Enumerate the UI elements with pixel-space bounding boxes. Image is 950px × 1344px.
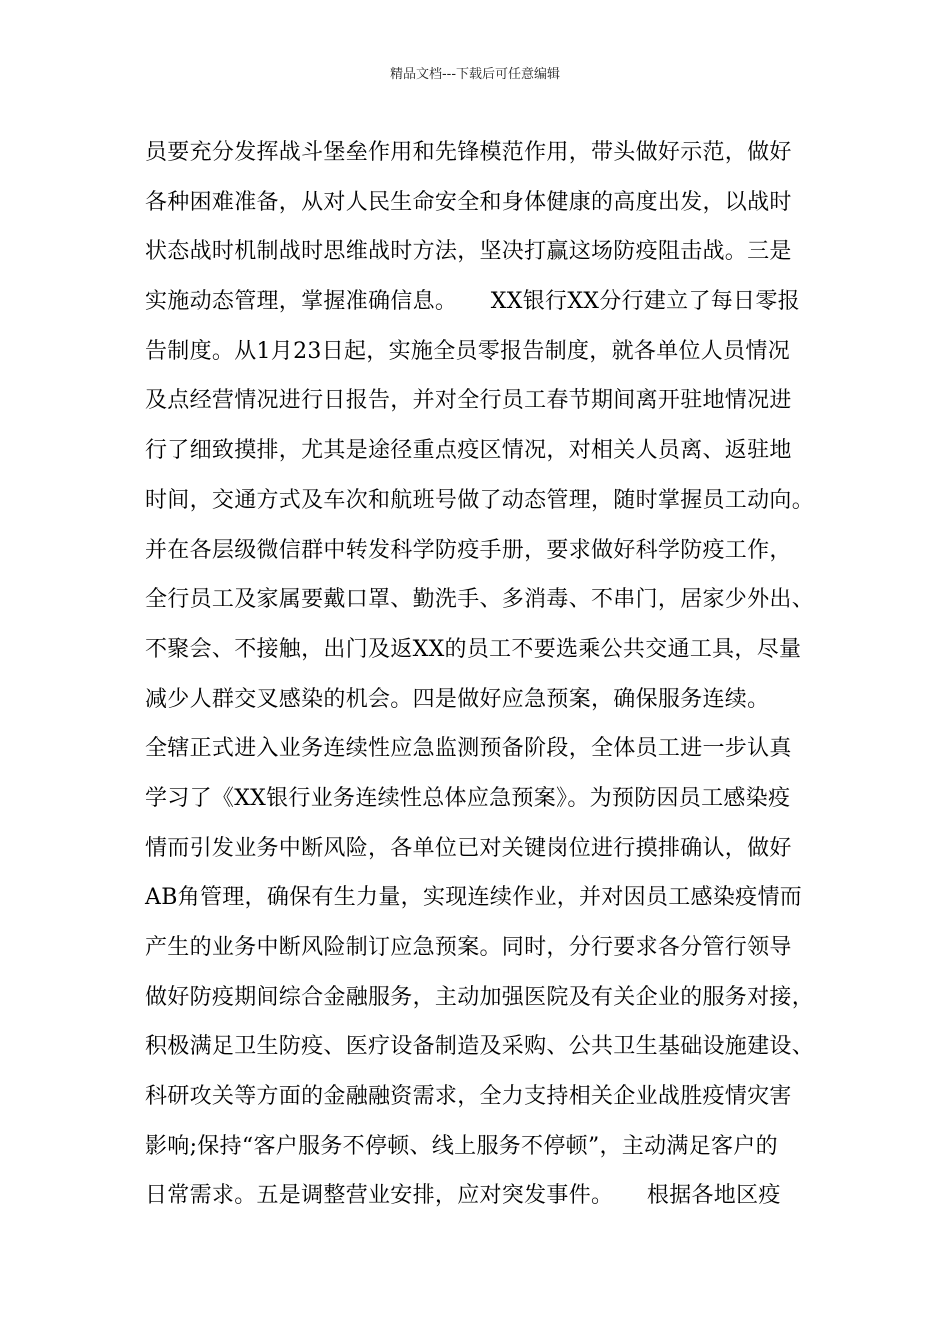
text-line: 各种困难准备，从对人民生命安全和身体健康的高度出发，以战时 [145,189,792,215]
text-line: 告制度。从1月23日起，实施全员零报告制度，就各单位人员情况 [145,338,790,364]
text-line: 实施动态管理，掌握准确信息。 XX银行XX分行建立了每日零报 [145,289,800,315]
text-line: 状态战时机制战时思维战时方法，坚决打赢这场防疫阻击战。三是 [145,239,792,265]
text-line: 及点经营情况进行日报告，并对全行员工春节期间离开驻地情况进 [145,388,792,414]
text-line: 并在各层级微信群中转发科学防疫手册，要求做好科学防疫工作， [145,537,792,563]
document-body [145,128,825,1221]
text-line: 情而引发业务中断风险，各单位已对关键岗位进行摸排确认，做好 [145,835,792,861]
text-line: 学习了《XX银行业务连续性总体应急预案》。为预防因员工感染疫 [145,785,791,811]
text-line: 影响;保持“客户服务不停顿、线上服务不停顿”，主动满足客户的 [145,1133,778,1159]
text-line: 时间，交通方式及车次和航班号做了动态管理，随时掌握员工动向。 [145,487,815,513]
text-line: 行了细致摸排，尤其是途径重点疫区情况，对相关人员离、返驻地 [145,438,792,464]
page-header: 精品文档---下载后可任意编辑 [389,67,561,82]
text-line: 全辖正式进入业务连续性应急监测预备阶段，全体员工进一步认真 [145,736,792,762]
text-line: 全行员工及家属要戴口罩、勤洗手、多消毒、不串门，居家少外出、 [145,587,815,613]
text-line: 不聚会、不接触，出门及返XX的员工不要选乘公共交通工具，尽量 [145,636,802,662]
text-line: 减少人群交叉感染的机会。四是做好应急预案，确保服务连续。 [145,686,770,712]
text-line: 员要充分发挥战斗堡垒作用和先锋模范作用，带头做好示范，做好 [145,140,792,165]
text-line: 产生的业务中断风险制订应急预案。同时，分行要求各分管行领导 [145,935,792,960]
text-line: 科研攻关等方面的金融融资需求，全力支持相关企业战胜疫情灾害 [145,1084,792,1110]
text-line: 日常需求。五是调整营业安排，应对突发事件。 根据各地区疫 [145,1183,781,1209]
text-line: 积极满足卫生防疫、医疗设备制造及采购、公共卫生基础设施建设、 [145,1034,815,1060]
text-line: AB角管理，确保有生力量，实现连续作业，并对因员工感染疫情而 [145,885,803,911]
text-line: 做好防疫期间综合金融服务，主动加强医院及有关企业的服务对接， [145,984,815,1010]
